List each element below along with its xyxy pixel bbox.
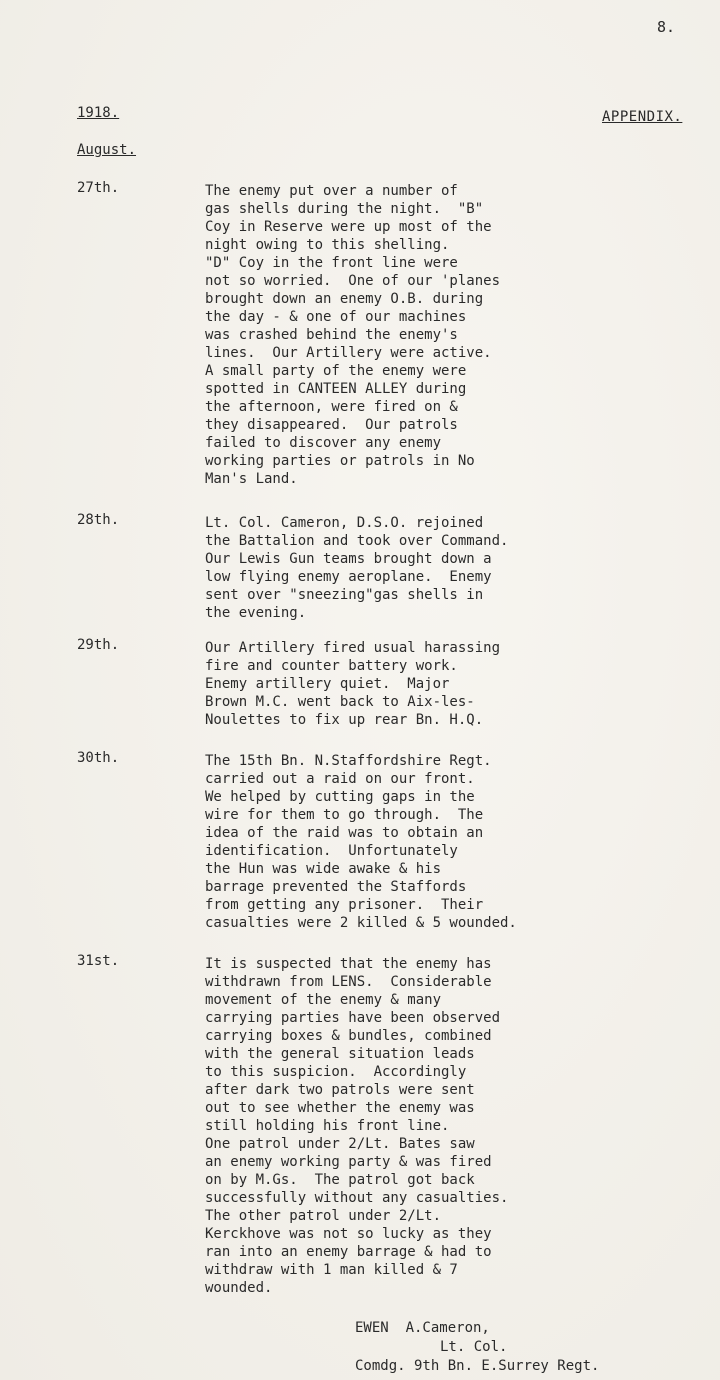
signature-name: EWEN A.Cameron, [355,1320,490,1336]
entry-text-30: The 15th Bn. N.Staffordshire Regt. carried out a raid on our front. We helped by cutting gaps in the wire for them to go through. The idea of the raid was to obtain an identification. Unfortunately the Hun was wide awake & his barrage prevented the Staffords from getting any prisoner. Their casualties were 2 killed & 5 wounded. [205,753,517,931]
signature-rank: Lt. Col. [440,1339,508,1355]
entry-date-29: 29th. [77,637,120,653]
entry-date-30: 30th. [77,750,120,766]
appendix-heading: APPENDIX. [602,109,683,125]
entry-text-31: It is suspected that the enemy has withdrawn from LENS. Considerable movement of the enemy & many carrying parties have been observed carrying boxes & bundles, combined with the general situation leads to this suspicion. Accordingly after dark two patrols were sent out to see whether the enemy was still holding his front line. One patrol under 2/Lt. Bates saw an enemy working party & was fired on by M.Gs. The patrol got back successfully without any casualties. The other patrol under 2/Lt. Kerckhove was not so lucky as they ran into an enemy barrage & had to withdraw with 1 man killed & 7 wounded. [205,956,509,1296]
entry-date-28: 28th. [77,512,120,528]
year-heading: 1918. [77,105,120,121]
signature-command: Comdg. 9th Bn. E.Surrey Regt. [355,1358,600,1374]
entry-date-27: 27th. [77,180,120,196]
entry-text-29: Our Artillery fired usual harassing fire and counter battery work. Enemy artillery quiet. Major Brown M.C. went back to Aix-les- Noulettes to fix up rear Bn. H.Q. [205,640,501,728]
entry-text-27: The enemy put over a number of gas shells during the night. "B" Coy in Reserve were up most of the night owing to this shelling. "D" Coy in the front line were not so worried. One of our 'planes brought down an enemy O.B. during the day - & one of our machines was crashed behind the enemy's lines. Our Artillery were active. A small party of the enemy were spotted in CANTEEN ALLEY during the afternoon, were fired on & they disappeared. Our patrols failed to discover any enemy working parties or patrols in No Man's Land. [205,183,501,487]
page-number: 8. [657,18,676,36]
entry-text-28: Lt. Col. Cameron, D.S.O. rejoined the Battalion and took over Command. Our Lewis Gun teams brought down a low flying enemy aeroplane. Enemy sent over "sneezing"gas shells in the evening. [205,515,509,621]
month-heading: August. [77,142,137,158]
entry-date-31: 31st. [77,953,120,969]
